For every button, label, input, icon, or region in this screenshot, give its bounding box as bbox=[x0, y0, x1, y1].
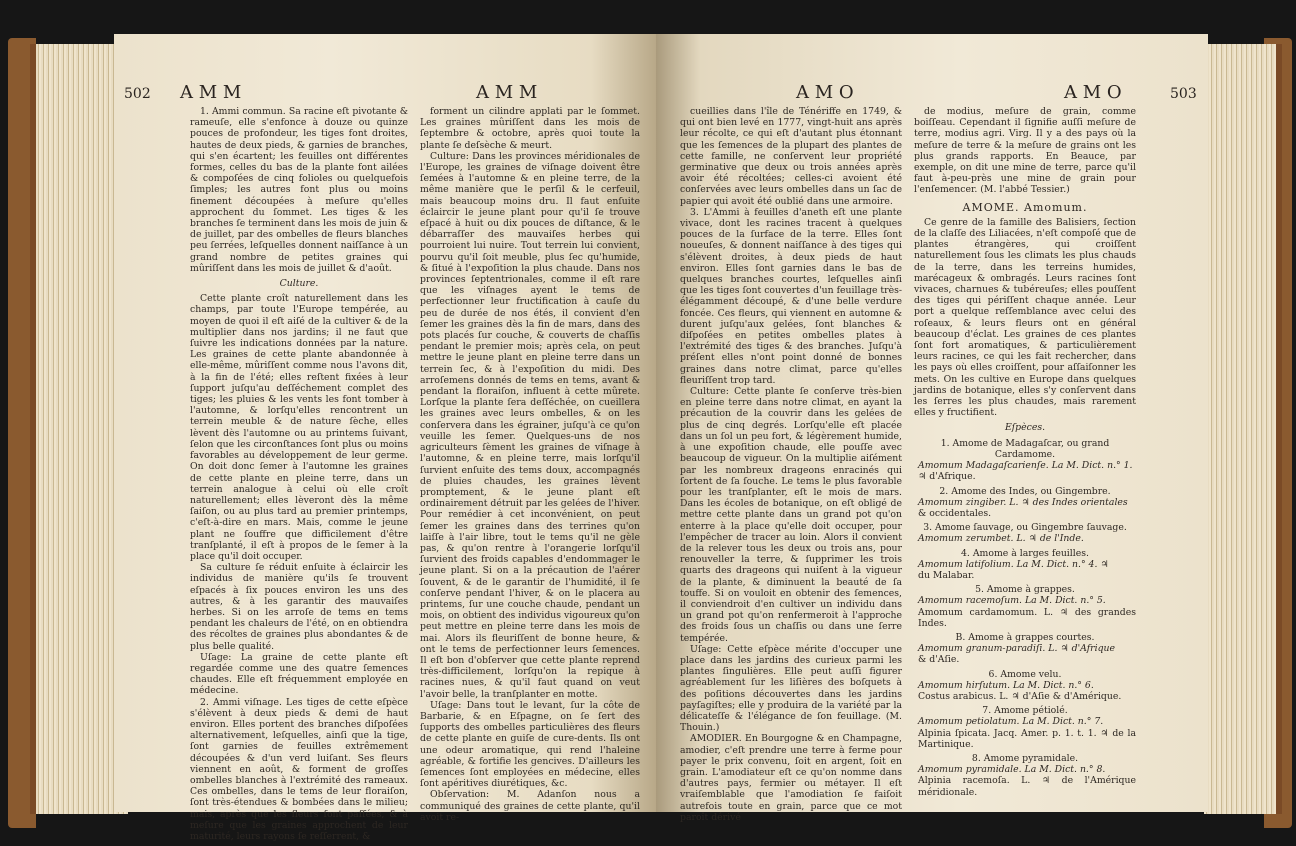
species-name: 1. Amome de Madagaſcar, ou grand Cardamome. bbox=[940, 437, 1110, 460]
species-latin: Amomum hirſutum. La M. Dict. n.° 6. bbox=[918, 679, 1094, 691]
running-head: A M O bbox=[1064, 82, 1122, 103]
species-origin: & d'Aſie. bbox=[918, 654, 960, 666]
species-name: 4. Amome à larges feuilles. bbox=[961, 547, 1089, 559]
paragraph: 2. Ammi viſnage. Les tiges de cette eſpèce s'élèvent à deux pieds & demi de haut environ. Elles portent des branches diſpoſées alternativement, leſquelles, ainſi que la tige, ſont garnies de feuilles extrêmement découpées & d'un verd luiſant. Ses fleurs viennent en août, & forment de groſſes ombelles blanches à l'extrémité des rameaux. Ces ombelles, dans le tems de leur floraiſon, ſont très-étendues & bombées dans le milieu; mais, après que les fleurs ſont paſſées, & à meſure que les graines approchent de leur maturité, leurs rayons ſe reſſerrent, & bbox=[190, 696, 408, 842]
species-latin: Amomum petiolatum. La M. Dict. n.° 7. bbox=[918, 716, 1104, 728]
species-origin: Alpinia ſpicata. Jacq. Amer. p. 1. t. 1. ♃ de la Martinique. bbox=[918, 727, 1136, 750]
paragraph: 3. L'Ammi à feuilles d'aneth eſt une plante vivace, dont les racines tracent à quelques pouces de la ſurface de la terre. Elles ſont noueuſes, & donnent naiſſance à des tiges qui s'élèvent droites, à deux pieds de haut environ. Elles ſont garnies dans le bas de quelques branches courtes, leſquelles ainſi que les tiges ſont couvertes d'un feuillage très-élégamment découpé, & d'une belle verdure foncée. Ces fleurs, qui viennent en automne & durent juſqu'aux gelées, ſont blanches & diſpoſées en petites ombelles plates à l'extrémité des tiges & des branches. Juſqu'à préſent elles n'ont point donné de bonnes graines dans notre climat, parce qu'elles fleuriſſent trop tard. bbox=[680, 206, 902, 386]
paragraph: de modius, meſure de grain, comme boiſſeau. Cependant il ſignifie auſſi meſure de terre, modius agri. Virg. Il y a des pays où la meſure de terre & la meſure de grains ont les plus grands rapports. En Beauce, par exemple, on dit une mine de terre, parce qu'il faut à-peu-près une mine de grain pour l'enſemencer. (M. l'abbé Tessier.) bbox=[914, 106, 1136, 196]
text-column bbox=[420, 106, 640, 823]
species-list bbox=[914, 438, 1136, 798]
species-entry bbox=[914, 438, 1136, 483]
species-entry bbox=[914, 705, 1136, 750]
species-origin: ♃ d'Afrique. bbox=[918, 471, 976, 483]
page-edges-right bbox=[1204, 44, 1282, 814]
page-number: 503 bbox=[1170, 86, 1197, 102]
species-heading: Eſpèces. bbox=[1004, 422, 1046, 434]
species-latin: Amomum zerumbet. L. ♃ de l'Inde. bbox=[918, 533, 1084, 545]
species-origin: & occidentales. bbox=[918, 507, 992, 519]
paragraph: Obſervation: M. Adanſon nous a communiqué des graines de cette plante, qu'il avoit re- bbox=[420, 789, 640, 823]
species-name: 7. Amome pétiolé. bbox=[982, 705, 1068, 717]
species-name: 2. Amome des Indes, ou Gingembre. bbox=[939, 485, 1111, 497]
paragraph: forment un cilindre applati par le ſommet. Les graines mûriſſent dans les mois de ſeptembre & octobre, après quoi toute la plante ſe deſsèche & meurt. bbox=[420, 106, 640, 151]
species-origin: Amomum cardamomum. L. ♃ des grandes Indes. bbox=[918, 606, 1136, 629]
species-entry bbox=[914, 486, 1136, 520]
species-latin: Amomum granum-paradiſi. L. ♃ d'Afrique bbox=[918, 643, 1116, 655]
species-origin: Costus arabicus. L. ♃ d'Aſie & d'Amérique. bbox=[918, 690, 1122, 702]
species-entry bbox=[914, 632, 1136, 666]
species-origin: Alpinia racemoſa. L. ♃ de l'Amérique méridionale. bbox=[918, 775, 1136, 798]
paragraph: 1. Ammi commun. Sa racine eſt pivotante & rameuſe, elle s'enfonce à douze ou quinze pouces de profondeur, les tiges font droites, hautes de deux pieds, & garnies de branches, qui s'en écartent; les feuilles ont différentes formes, celles du bas de la plante font ailées & compoſées de cinq folioles ou quelquefois ſimples; les autres font plus ou moins finement découpées à meſure qu'elles approchent du ſommet. Les tiges & les branches ſe terminent dans les mois de juin & de juillet, par des ombelles de fleurs blanches peu ſerrées, leſquelles donnent naiſſance à un grand nombre de petites graines qui mûriſſent dans les mois de juillet & d'août. bbox=[190, 106, 408, 274]
species-name: 8. Amome pyramidale. bbox=[971, 752, 1079, 764]
text-column bbox=[680, 106, 902, 823]
running-head: A M M bbox=[180, 82, 242, 103]
paragraph: AMODIER. En Bourgogne & en Champagne, amodier, c'eſt prendre une terre à ferme pour payer le prix convenu, ſoit en argent, ſoit en grain. L'amodiateur eſt ce qu'on nomme dans d'autres pays, fermier ou métayer. Il eſt vraiſemblable que l'amodiation ſe faiſoit autrefois toute en grain, parce que ce mot paroît dérivé bbox=[680, 733, 902, 823]
paragraph: Cette plante croît naturellement dans les champs, par toute l'Europe tempérée, au moyen de quoi il eſt aiſé de la cultiver & de la multiplier dans nos jardins; il ne faut que ſuivre les indications données par la nature. Les graines de cette plante abandonnée à elle-même, mûriſſent comme nous l'avons dit, à la fin de l'été; elles reſtent fixées à leur ſupport juſqu'au deſſéchement complet des tiges; les pluies & les vents les font tomber à l'automne, & lorſqu'elles rencontrent un terrein meuble & de nature ſèche, elles lèvent dès l'automne ou au printems ſuivant, ſelon que les circonſtances ſont plus ou moins favorables au développement de leur germe. On doit donc ſemer à l'automne les graines de cette plante en pleine terre, dans un terrein analogue à celui où elle croît naturellement; elles lèveront dès la même ſaiſon, ou au plus tard au premier printemps, c'eſt-à-dire en mars. Mais, comme le jeune plant ne ſouffre que difficilement d'être tranſplanté, il eſt à propos de le ſemer à la place qu'il doit occuper. bbox=[190, 293, 408, 562]
section-title: AMOME. Amomum. bbox=[962, 200, 1088, 214]
text-column bbox=[914, 106, 1136, 798]
subheading: Culture. bbox=[279, 278, 319, 290]
species-name: 5. Amome à grappes. bbox=[975, 584, 1075, 596]
paragraph: Culture: Cette plante ſe conſerve très-bien en pleine terre dans notre climat, en ayant la précaution de la couvrir dans les gelées de plus de cinq degrés. Lorſqu'elle eſt placée dans un ſol un peu fort, & légèrement humide, à une expoſition chaude, elle pouſſe avec beaucoup de vigueur. On la multiplie aiſément par les nombreux drageons enracinés qui ſortent de ſa ſouche. Le tems le plus favorable pour les tranſplanter, eſt le mois de mars. Dans les écoles de botanique, on eſt obligé de mettre cette plante dans un grand pot qu'on enterre à la place qu'elle doit occuper, pour l'empêcher de tracer au loin. Alors il convient de la relever tous les deux ou trois ans, pour renouveller la terre, & ſupprimer les trois quarts des drageons qui nuiſent à la vigueur de la plante, & diminuent la beauté de ſa touffe. Si on vouloit en obtenir des ſemences, il conviendroit d'en cultiver un individu dans un grand pot qu'on renfermeroit à l'approche des froids ſous un chaſſis ou dans une ſerre tempérée. bbox=[680, 386, 902, 644]
species-latin: Amomum Madagaſcarienſe. La M. Dict. n.° 1. bbox=[918, 460, 1133, 472]
paragraph: Uſage: Cette eſpèce mérite d'occuper une place dans les jardins des curieux parmi les plantes ſingulières. Elle peut auſſi figurer agréablement ſur les liſières des boſquets à des poſitions découvertes dans les jardins payſagiſtes; elle y produira de la variété par la délicateſſe & l'élégance de ſon feuillage. (M. Thouin.) bbox=[680, 643, 902, 734]
paragraph: Sa culture ſe réduit enſuite à éclaircir les individus de manière qu'ils ſe trouvent eſpacés à ſix pouces environ les uns des autres, & à les garantir des mauvaiſes herbes. Si on les arroſe de tems en tems pendant les chaleurs de l'été, on en obtiendra des récoltes de graines plus abondantes & de plus belle qualité. bbox=[190, 562, 408, 652]
open-book bbox=[8, 30, 1288, 842]
species-name: B. Amome à grappes courtes. bbox=[955, 631, 1095, 643]
text-column bbox=[190, 106, 408, 842]
species-entry bbox=[914, 522, 1136, 544]
species-entry bbox=[914, 548, 1136, 582]
genus-description: Ce genre de la famille des Balisiers, ſection de la claſſe des Liliacées, n'eſt compoſé que de plantes étrangères, qui croiſſent naturellement ſous les climats les plus chauds de la terre, dans les terreins humides, marécageux & ombragés. Leurs racines ſont vivaces, charnues & tubéreuſes; elles pouſſent des tiges qui périſſent chaque année. Leur port a quelque reſſemblance avec celui des roſeaux, & leurs fleurs ont en général beaucoup d'éclat. Les graines de ces plantes ſont fort aromatiques, & particulièrement leurs racines, ce qui les fait rechercher, dans les pays où elles croiſſent, pour aſſaiſonner les mets. On les cultive en Europe dans quelques jardins de botanique, elles s'y conſervent dans les ſerres les plus chaudes, mais rarement elles y fructifient. bbox=[914, 216, 1136, 419]
species-latin: Amomum pyramidale. La M. Dict. n.° 8. bbox=[918, 764, 1106, 776]
species-name: 6. Amome velu. bbox=[988, 668, 1062, 680]
species-entry bbox=[914, 753, 1136, 798]
paragraph: Culture: Dans les provinces méridionales de l'Europe, les graines de viſnage doivent être ſemées à l'automne & en pleine terre, de la même manière que le perſil & le cerfeuil, mais beaucoup moins dru. Il faut enſuite éclaircir le jeune plant pour qu'il ſe trouve eſpacé à huit ou dix pouces de diſtance, & le débarraſſer des mauvaiſes herbes qui pourroient lui nuire. Tout terrein lui convient, pourvu qu'il ſoit meuble, plus ſec qu'humide, & ſitué à l'expoſition la plus chaude. Dans nos provinces ſeptentrionales, comme il eſt rare que les viſnages ayent le tems de perfectionner leur fructification à cauſe du peu de durée de nos étés, il convient d'en ſemer les graines dès la fin de mars, dans des pots placés ſur couche, & couverts de chaſſis pendant le premier mois; après cela, on peut mettre le jeune plant en pleine terre dans un terrein ſec, & à l'expoſition du midi. Des arroſemens donnés de tems en tems, avant & pendant la floraiſon, influent à cette mûrete. Lorſque la plante ſera deſſéchée, on cueillera les graines avec leurs ombelles, & on les conſervera dans les égrainer, juſqu'à ce qu'on veuille les ſemer. Quelques-uns de nos agriculteurs ſèment les graines de viſnage à l'automne, & en pleine terre, mais lorſqu'il ſurvient enſuite des tems doux, accompagnés de pluies chaudes, les graines lèvent promptement, & le jeune plant eſt ordinairement détruit par les gelées de l'hiver. Pour remédier à cet inconvénient, on peut ſemer les graines dans des terrines qu'on laiſſe à l'air libre, tout le tems qu'il ne gèle pas, & qu'on rentre à l'orangerie lorſqu'il ſurvient des froids capables d'endommager le jeune plant. Si on a la précaution de l'aérer ſouvent, & de le garantir de l'humidité, il ſe conſerve pendant l'hiver, & on le placera au printems, ſur une couche chaude, pendant un mois, on obtient des individus vigoureux qu'on peut mettre en pleine terre dans les mois de mai. Alors ils fleuriſſent de bonne heure, & ont le tems de perfectionner leurs ſemences. Il eſt bon d'obſerver que cette plante reprend très-difficilement, lorſqu'on la repique à racines nues, & qu'il faut quand on veut l'avoir belle, la tranſplanter en motte. bbox=[420, 150, 640, 700]
paragraph: Uſage: Dans tout le levant, ſur la côte de Barbarie, & en Eſpagne, on ſe ſert des ſupports des ombelles particulières des fleurs de cette plante en guiſe de cure-dents. Ils ont une odeur aromatique, qui rend l'haleine agréable, & fortifie les gencives. D'ailleurs les ſemences ſont employées en médecine, elles ſont apéritives diurétiques, &c. bbox=[420, 699, 640, 790]
running-head: A M M bbox=[476, 82, 538, 103]
paragraph: Uſage: La graine de cette plante eſt regardée comme une des quatre ſemences chaudes. Elle eſt fréquemment employée en médecine. bbox=[190, 651, 408, 697]
species-latin: Amomum latifolium. La M. Dict. n.° 4. ♃ bbox=[918, 558, 1109, 570]
species-latin: Amomum racemoſum. La M. Dict. n.° 5. bbox=[918, 595, 1106, 607]
left-page bbox=[114, 34, 656, 842]
species-entry bbox=[914, 584, 1136, 629]
species-origin: du Malabar. bbox=[918, 569, 975, 581]
page-number: 502 bbox=[124, 86, 151, 102]
species-latin: Amomum zingiber. L. ♃ des Indes orientales bbox=[918, 496, 1128, 508]
right-page bbox=[656, 34, 1208, 823]
paragraph: cueillies dans l'île de Ténériffe en 1749, & qui ont bien levé en 1777, vingt-huit ans après leur récolte, ce qui eſt d'autant plus étonnant que les ſemences de la plupart des plantes de cette famille, ne conſervent leur propriété germinative que deux ou trois années après avoir été récoltées; celles-ci avoient été conſervées avec leurs ombelles dans un ſac de papier qui avoit été oublié dans une armoire. bbox=[680, 106, 902, 207]
species-entry bbox=[914, 669, 1136, 703]
running-head: A M O bbox=[796, 82, 854, 103]
species-name: 3. Amome ſauvage, ou Gingembre ſauvage. bbox=[923, 522, 1127, 534]
